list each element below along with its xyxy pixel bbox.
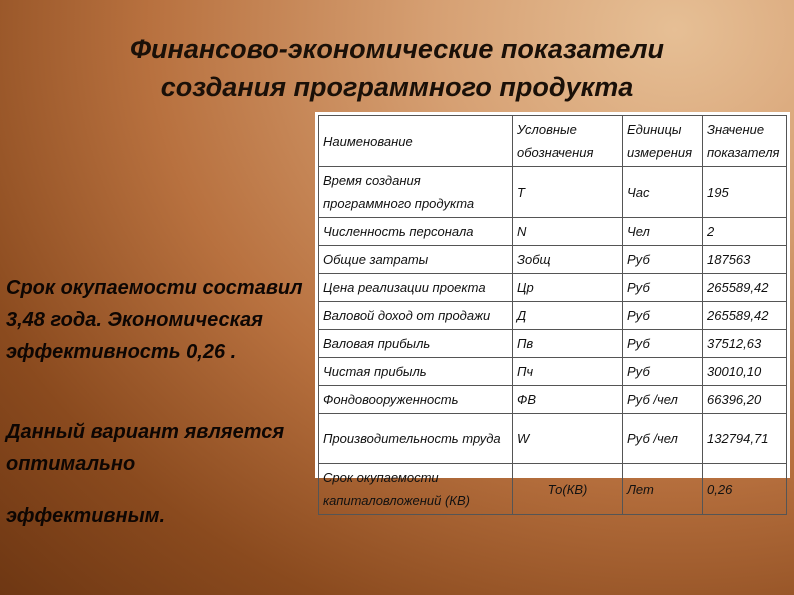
row-unit: Лет — [623, 464, 703, 515]
slide-title — [0, 30, 794, 106]
row-unit: Руб — [623, 302, 703, 330]
row-value: 2 — [703, 218, 787, 246]
row-name: Валовая прибыль — [319, 330, 513, 358]
summary-paragraph-2: Данный вариант является оптимально — [6, 421, 285, 475]
header-unit: Единицы измерения — [623, 116, 703, 167]
indicators-table — [318, 115, 787, 515]
row-name: Цена реализации проекта — [319, 274, 513, 302]
row-unit: Руб /чел — [623, 414, 703, 464]
row-unit: Руб — [623, 274, 703, 302]
row-value: 66396,20 — [703, 386, 787, 414]
row-value: 30010,10 — [703, 358, 787, 386]
summary-paragraph-3: эффективным. — [6, 505, 166, 527]
row-name: Общие затраты — [319, 246, 513, 274]
table-row — [319, 358, 787, 386]
table-row — [319, 246, 787, 274]
row-value: 37512,63 — [703, 330, 787, 358]
row-symbol: W — [513, 414, 623, 464]
row-value: 195 — [703, 167, 787, 218]
table-row — [319, 386, 787, 414]
row-unit: Чел — [623, 218, 703, 246]
row-value: 132794,71 — [703, 414, 787, 464]
row-name: Валовой доход от продажи — [319, 302, 513, 330]
header-symbol: Условные обозначения — [513, 116, 623, 167]
row-name: Численность персонала — [319, 218, 513, 246]
table-row — [319, 218, 787, 246]
row-symbol: Пв — [513, 330, 623, 358]
row-value: 265589,42 — [703, 302, 787, 330]
row-name: Время создания программного продукта — [319, 167, 513, 218]
table-row — [319, 464, 787, 515]
row-symbol: Пч — [513, 358, 623, 386]
row-symbol: ФВ — [513, 386, 623, 414]
row-symbol: То(КВ) — [513, 464, 623, 515]
row-symbol: Д — [513, 302, 623, 330]
row-symbol: N — [513, 218, 623, 246]
table-row — [319, 330, 787, 358]
row-unit: Руб — [623, 330, 703, 358]
row-symbol: Цр — [513, 274, 623, 302]
row-value: 265589,42 — [703, 274, 787, 302]
summary-paragraph-1: Срок окупаемости составил 3,48 года. Экономическая эффективность 0,26 . — [6, 277, 303, 363]
row-unit: Час — [623, 167, 703, 218]
row-symbol: Т — [513, 167, 623, 218]
row-value: 0,26 — [703, 464, 787, 515]
table-header-row — [319, 116, 787, 167]
row-symbol: Зобщ — [513, 246, 623, 274]
table-row — [319, 274, 787, 302]
row-name: Срок окупаемости капиталовложений (КВ) — [319, 464, 513, 515]
row-name: Фондовооруженность — [319, 386, 513, 414]
slide-title-line-1: Финансово-экономические показатели — [129, 34, 665, 64]
slide-title-line-2: создания программного продукта — [160, 72, 634, 102]
row-value: 187563 — [703, 246, 787, 274]
row-name: Производительность труда — [319, 414, 513, 464]
row-unit: Руб — [623, 246, 703, 274]
table-row — [319, 167, 787, 218]
row-unit: Руб /чел — [623, 386, 703, 414]
header-value: Значение показателя — [703, 116, 787, 167]
row-name: Чистая прибыль — [319, 358, 513, 386]
summary-text — [6, 272, 306, 527]
row-unit: Руб — [623, 358, 703, 386]
header-name: Наименование — [319, 116, 513, 167]
indicators-table-panel — [315, 112, 790, 508]
table-row — [319, 302, 787, 330]
table-row — [319, 414, 787, 464]
